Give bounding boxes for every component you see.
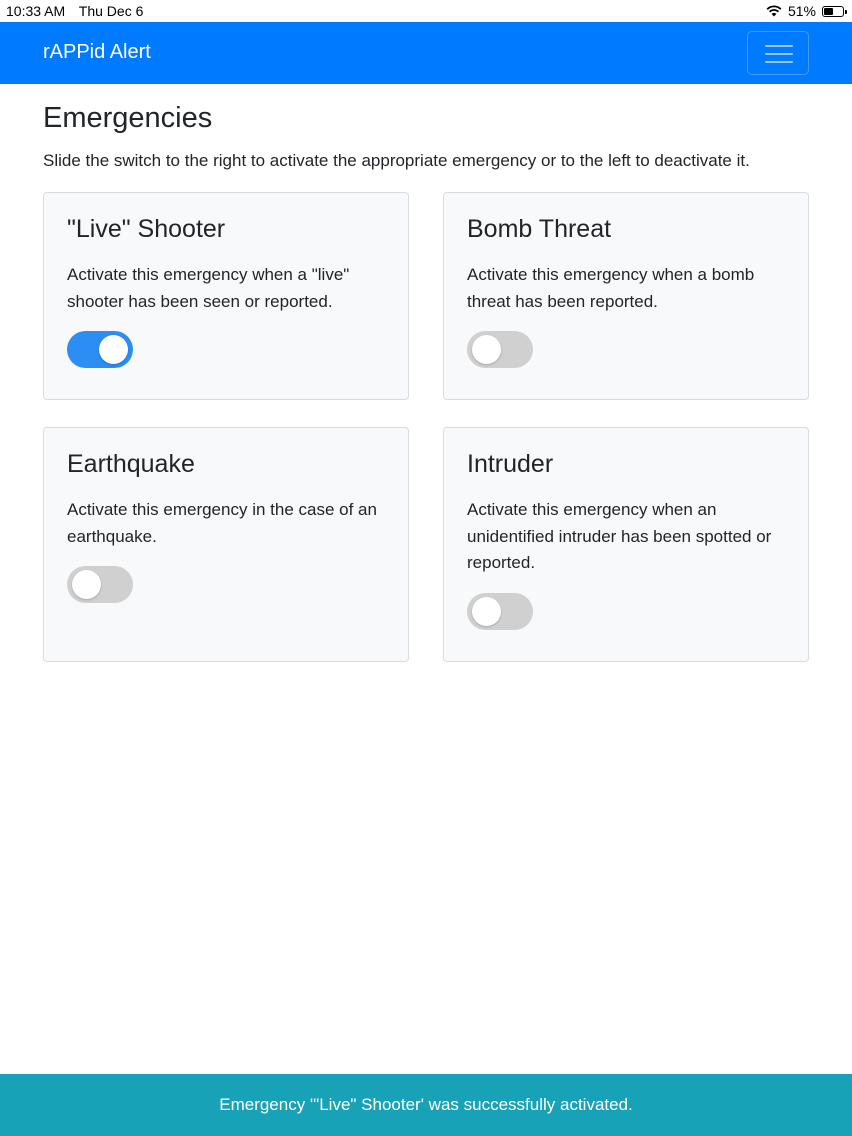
card-description: Activate this emergency in the case of an earthquake.	[67, 500, 377, 546]
navbar	[0, 22, 852, 84]
battery-percent: 51%	[787, 3, 816, 19]
menu-toggle-button[interactable]	[747, 31, 809, 75]
switch-knob	[472, 335, 501, 364]
status-bar	[0, 0, 852, 22]
emergency-card-intruder	[443, 427, 809, 662]
status-bar-right	[766, 3, 844, 19]
hamburger-icon	[765, 45, 793, 63]
status-time: 10:33 AM	[6, 3, 66, 19]
emergency-card-earthquake	[43, 427, 409, 662]
card-description: Activate this emergency when an unidentified intruder has been spotted or reported.	[467, 500, 772, 572]
toast-message: Emergency '"Live" Shooter' was successfully activated.	[219, 1095, 633, 1114]
emergency-card-live-shooter	[43, 192, 409, 400]
card-title: Intruder	[467, 450, 554, 478]
card-title: "Live" Shooter	[67, 215, 226, 243]
card-title: Earthquake	[67, 450, 195, 478]
live-shooter-switch[interactable]	[67, 331, 133, 368]
success-toast	[0, 1074, 852, 1136]
card-description: Activate this emergency when a bomb threat has been reported.	[467, 265, 755, 311]
page-description: Slide the switch to the right to activate the appropriate emergency or to the left to deactivate it.	[43, 151, 750, 170]
emergency-card-bomb-threat	[443, 192, 809, 400]
switch-knob	[99, 335, 128, 364]
switch-knob	[472, 597, 501, 626]
earthquake-switch[interactable]	[67, 566, 133, 603]
switch-knob	[72, 570, 101, 599]
navbar-brand[interactable]: rAPPid Alert	[43, 41, 151, 63]
wifi-icon	[766, 5, 782, 17]
intruder-switch[interactable]	[467, 593, 533, 630]
card-description: Activate this emergency when a "live" shooter has been seen or reported.	[67, 265, 350, 311]
status-date: Thu Dec 6	[78, 3, 144, 19]
page-title: Emergencies	[43, 102, 213, 134]
card-title: Bomb Threat	[467, 215, 612, 243]
status-bar-left	[6, 3, 153, 19]
bomb-threat-switch[interactable]	[467, 331, 533, 368]
battery-icon	[822, 6, 844, 17]
